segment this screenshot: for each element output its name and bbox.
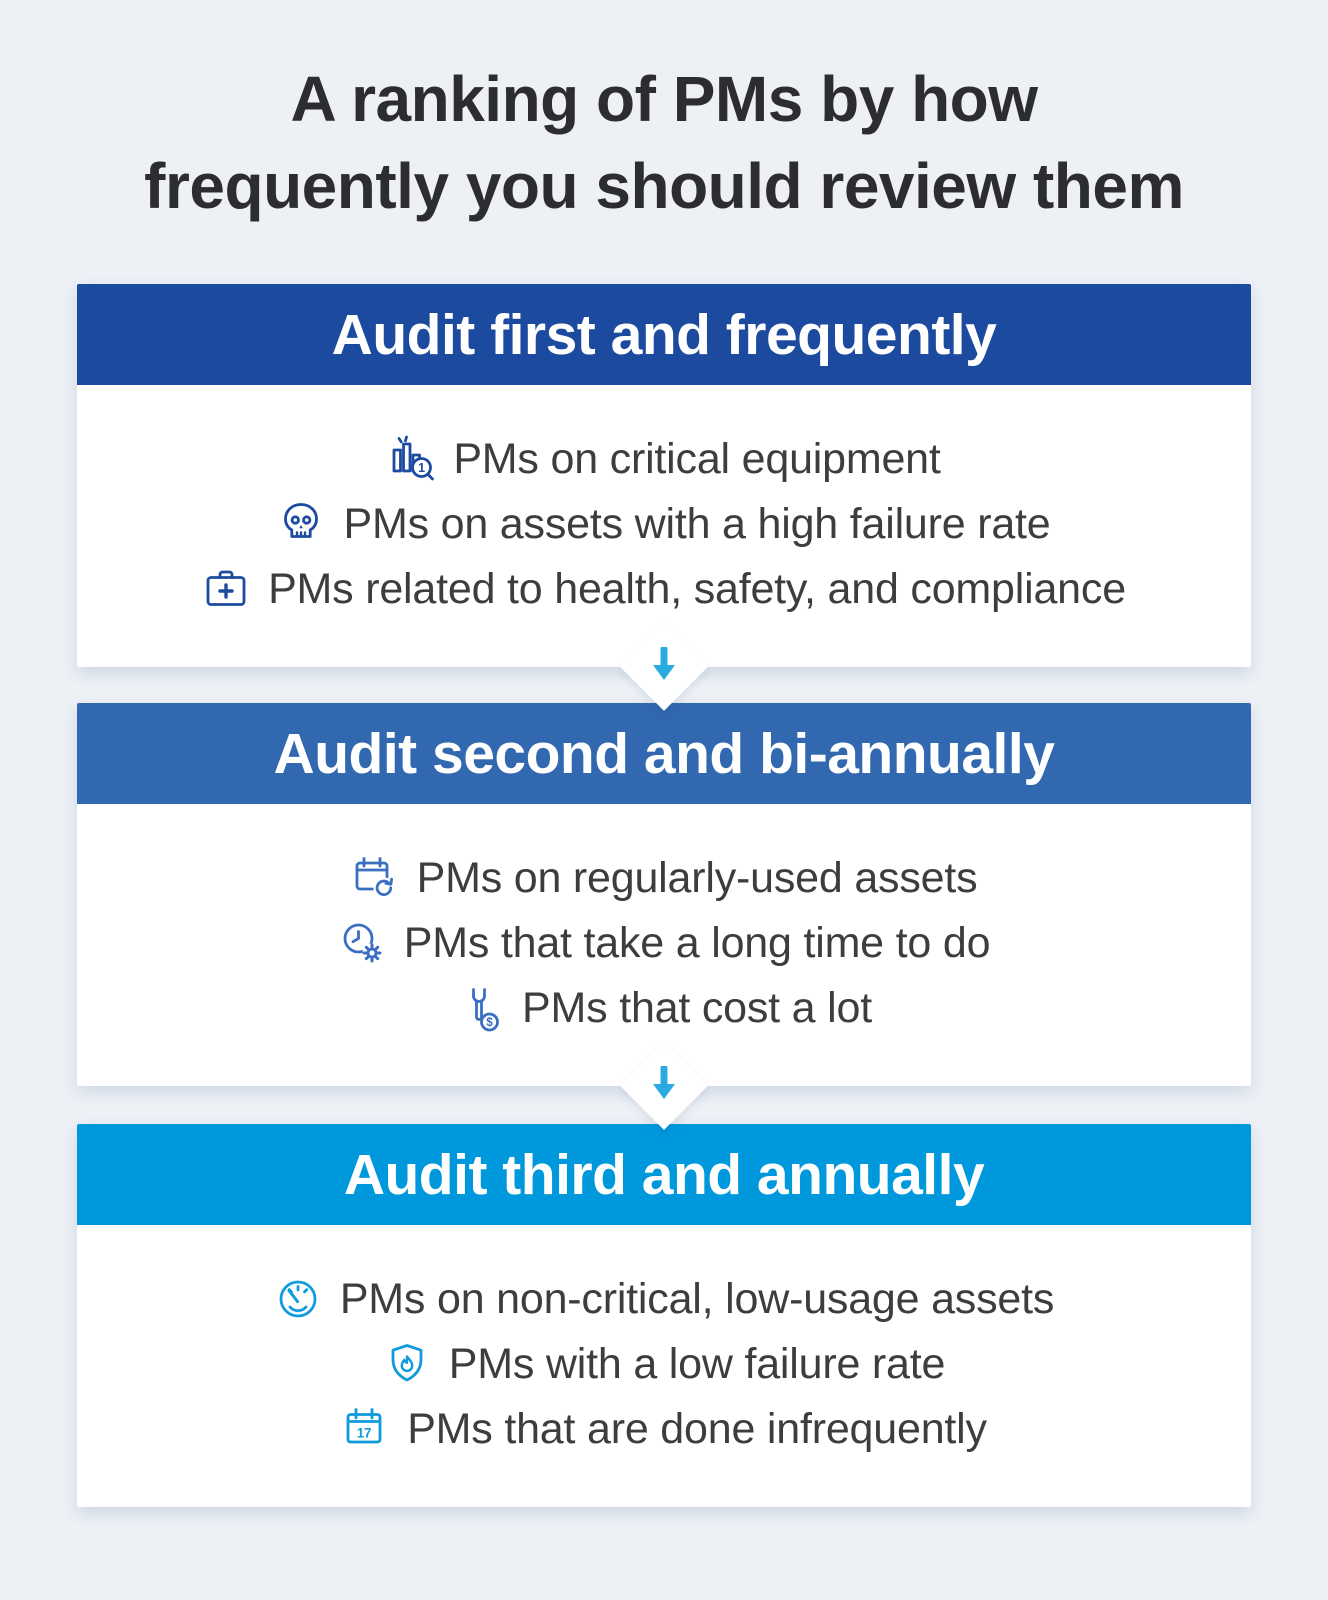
bar-chart-magnifier-icon [387, 435, 435, 483]
section-header [77, 284, 1251, 385]
list-item [97, 1403, 1231, 1455]
section-audit-third [77, 1124, 1251, 1507]
list-item [97, 498, 1231, 550]
gauge-icon [274, 1275, 322, 1323]
page-title [77, 0, 1251, 230]
list-item [97, 852, 1231, 904]
page-title-line1: A ranking of PMs by how [290, 63, 1038, 135]
item-label: PMs on critical equipment [453, 434, 941, 483]
item-label: PMs with a low failure rate [448, 1339, 946, 1388]
clock-gear-icon [338, 919, 386, 967]
item-label: PMs that take a long time to do [403, 918, 991, 967]
svg-text:17: 17 [356, 1425, 372, 1441]
page-title-line2: frequently you should review them [144, 150, 1184, 222]
item-label: PMs on assets with a high failure rate [343, 499, 1051, 548]
section-audit-first [77, 284, 1251, 667]
section-header-label: Audit third and annually [343, 1142, 985, 1207]
list-item [97, 563, 1231, 615]
list-item [97, 982, 1231, 1034]
skull-icon [277, 500, 325, 548]
item-label: PMs on non-critical, low-usage assets [339, 1274, 1055, 1323]
list-item [97, 433, 1231, 485]
down-arrow-icon [651, 647, 677, 681]
item-label: PMs related to health, safety, and compliance [268, 564, 1126, 613]
list-item [97, 1273, 1231, 1325]
section-audit-second [77, 703, 1251, 1086]
section-header [77, 703, 1251, 804]
calendar-recurring-icon [351, 854, 399, 902]
down-arrow-icon [651, 1066, 677, 1100]
shield-flame-icon [383, 1340, 431, 1388]
item-label: PMs that are done infrequently [407, 1404, 987, 1453]
section-header-label: Audit first and frequently [331, 302, 997, 367]
list-item [97, 1338, 1231, 1390]
svg-text:1: 1 [418, 461, 426, 475]
svg-text:$: $ [486, 1017, 493, 1030]
list-item [97, 917, 1231, 969]
item-label: PMs that cost a lot [522, 983, 872, 1032]
wrench-dollar-icon [456, 984, 504, 1032]
section-items [77, 1225, 1251, 1507]
section-header [77, 1124, 1251, 1225]
section-header-label: Audit second and bi-annually [273, 721, 1055, 786]
first-aid-kit-icon [202, 565, 250, 613]
calendar-17-icon [341, 1405, 389, 1453]
item-label: PMs on regularly-used assets [416, 853, 978, 902]
